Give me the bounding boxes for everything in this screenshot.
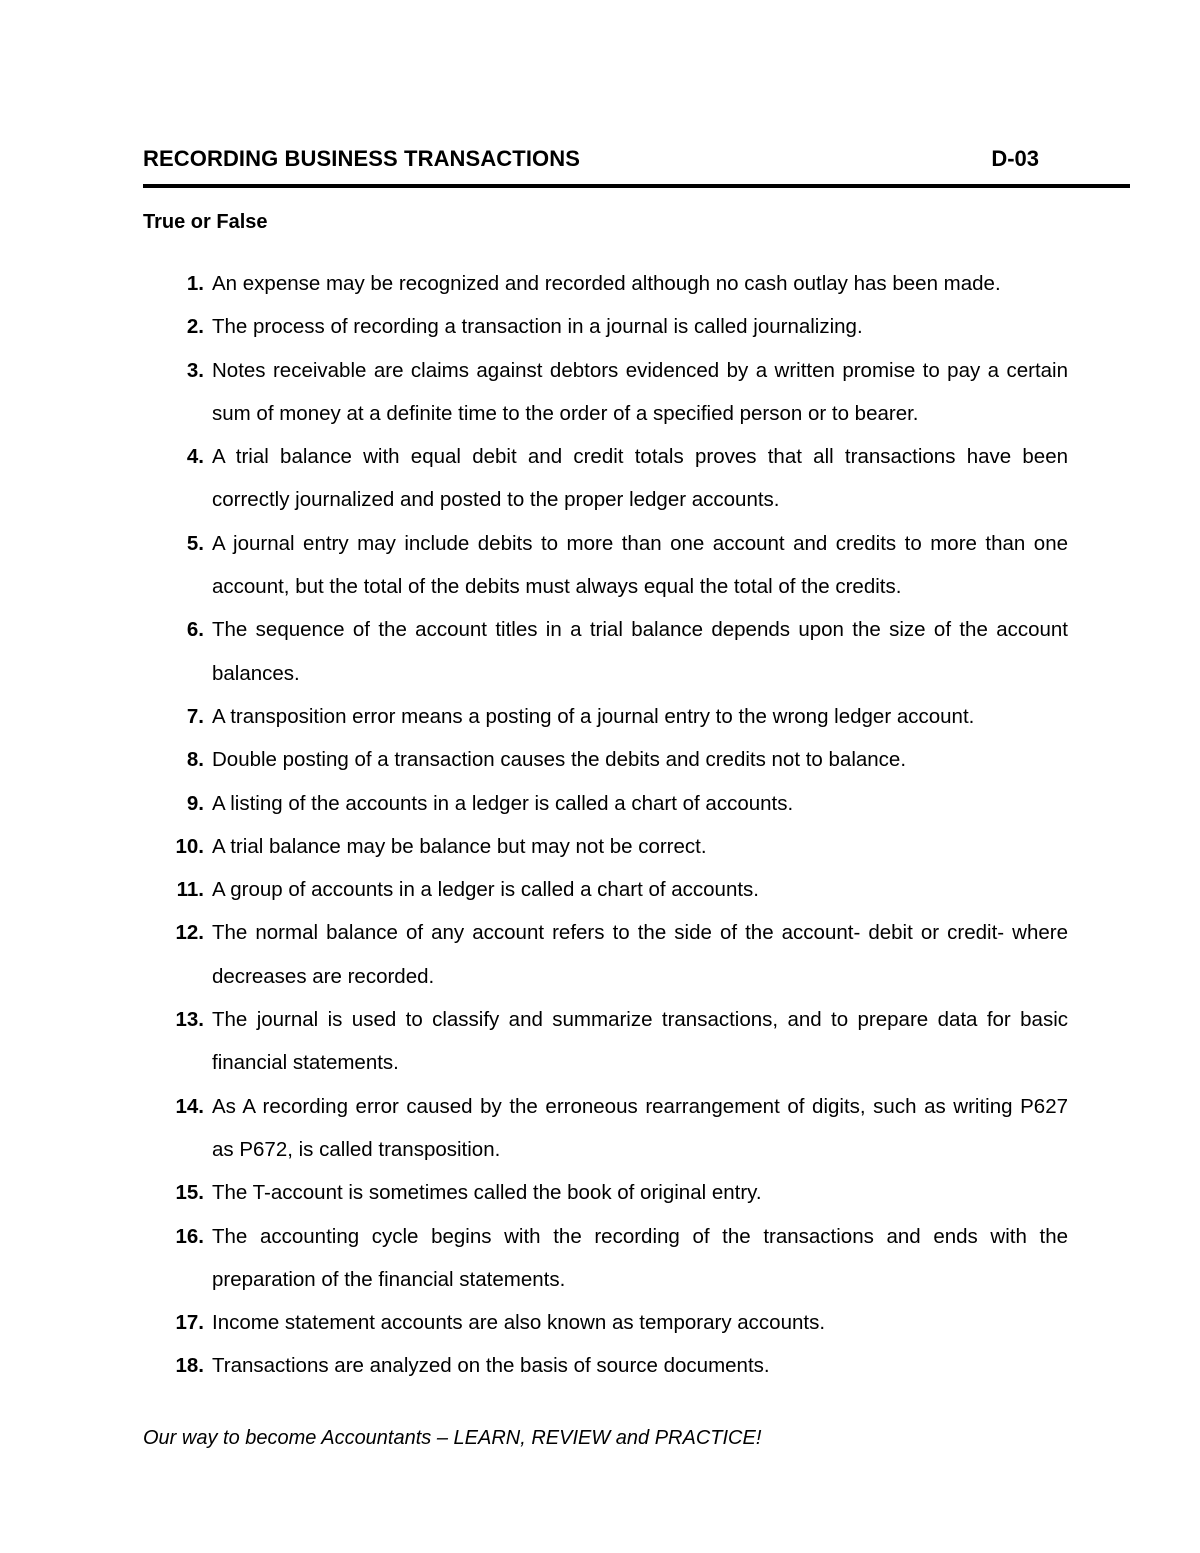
question-item (143, 998, 1068, 1085)
question-number: 6. (186, 618, 204, 642)
question-text: A journal entry may include debits to more than one account and credits to more than one account, but the total of the debits must always equal the total of the credits. (212, 531, 1068, 599)
question-number: 9. (186, 791, 204, 815)
question-text: Income statement accounts are also known as temporary accounts. (212, 1311, 826, 1335)
section-heading: True or False (143, 211, 268, 233)
question-item (143, 1085, 1068, 1172)
document-code: D-03 (991, 146, 1039, 171)
document-header (143, 146, 1130, 174)
question-text: The journal is used to classify and summarize transactions, and to prepare data for basic financial statements. (212, 1008, 1068, 1075)
question-text: The normal balance of any account refers to the side of the account- debit or credit- where decreases are recorded. (212, 921, 1068, 988)
question-number: 18. (175, 1354, 204, 1378)
document-title: RECORDING BUSINESS TRANSACTIONS (143, 146, 581, 171)
question-list (143, 262, 1068, 1388)
question-item (143, 1301, 1068, 1344)
question-number: 15. (175, 1181, 204, 1205)
question-item (143, 782, 1068, 825)
question-item (143, 825, 1068, 868)
question-number: 10. (175, 834, 204, 858)
question-item (143, 911, 1068, 998)
question-item (143, 738, 1068, 781)
footer-motto: Our way to become Accountants – LEARN, REVIEW and PRACTICE! (143, 1427, 762, 1449)
question-item (143, 262, 1068, 305)
question-text: The sequence of the account titles in a trial balance depends upon the size of the account balances. (212, 618, 1068, 685)
question-text: A trial balance may be balance but may not be correct. (212, 834, 707, 858)
question-text: Notes receivable are claims against debtors evidenced by a written promise to pay a certain sum of money at a definite time to the order of a specified person or to bearer. (212, 358, 1068, 425)
question-number: 14. (175, 1094, 204, 1118)
question-text: An expense may be recognized and recorded although no cash outlay has been made. (212, 272, 1001, 295)
question-item (143, 695, 1068, 738)
question-text: The accounting cycle begins with the recording of the transactions and ends with the preparation of the financial statements. (212, 1224, 1068, 1291)
question-text: The process of recording a transaction in a journal is called journalizing. (212, 315, 863, 339)
header-rule (143, 184, 1130, 188)
question-text: Double posting of a transaction causes the debits and credits not to balance. (212, 748, 907, 772)
question-text: As A recording error caused by the erroneous rearrangement of digits, such as writing P627 as P672, is called transposition. (212, 1094, 1068, 1161)
question-text: A group of accounts in a ledger is called a chart of accounts. (212, 878, 759, 902)
question-text: A listing of the accounts in a ledger is called a chart of accounts. (212, 791, 794, 815)
question-item (143, 868, 1068, 911)
question-text: The T-account is sometimes called the book of original entry. (212, 1181, 762, 1205)
question-item (143, 305, 1068, 348)
question-number: 12. (175, 921, 204, 945)
question-text: Transactions are analyzed on the basis of source documents. (212, 1354, 770, 1378)
question-number: 7. (186, 704, 204, 728)
question-item (143, 1171, 1068, 1214)
question-item (143, 1215, 1068, 1302)
question-number: 17. (175, 1311, 204, 1335)
question-number: 8. (186, 748, 204, 772)
question-text: A transposition error means a posting of a journal entry to the wrong ledger account. (212, 704, 975, 728)
question-item (143, 608, 1068, 695)
question-number: 13. (175, 1008, 204, 1032)
question-number: 1. (186, 272, 204, 295)
question-number: 5. (186, 531, 204, 555)
question-number: 16. (175, 1224, 204, 1248)
question-item (143, 349, 1068, 436)
question-number: 4. (186, 445, 204, 469)
question-item (143, 522, 1068, 609)
question-number: 3. (186, 358, 204, 382)
question-item (143, 435, 1068, 522)
question-number: 11. (176, 878, 204, 902)
question-item (143, 1344, 1068, 1387)
question-text: A trial balance with equal debit and credit totals proves that all transactions have been correctly journalized and posted to the proper ledger accounts. (212, 445, 1068, 512)
question-number: 2. (186, 315, 204, 339)
